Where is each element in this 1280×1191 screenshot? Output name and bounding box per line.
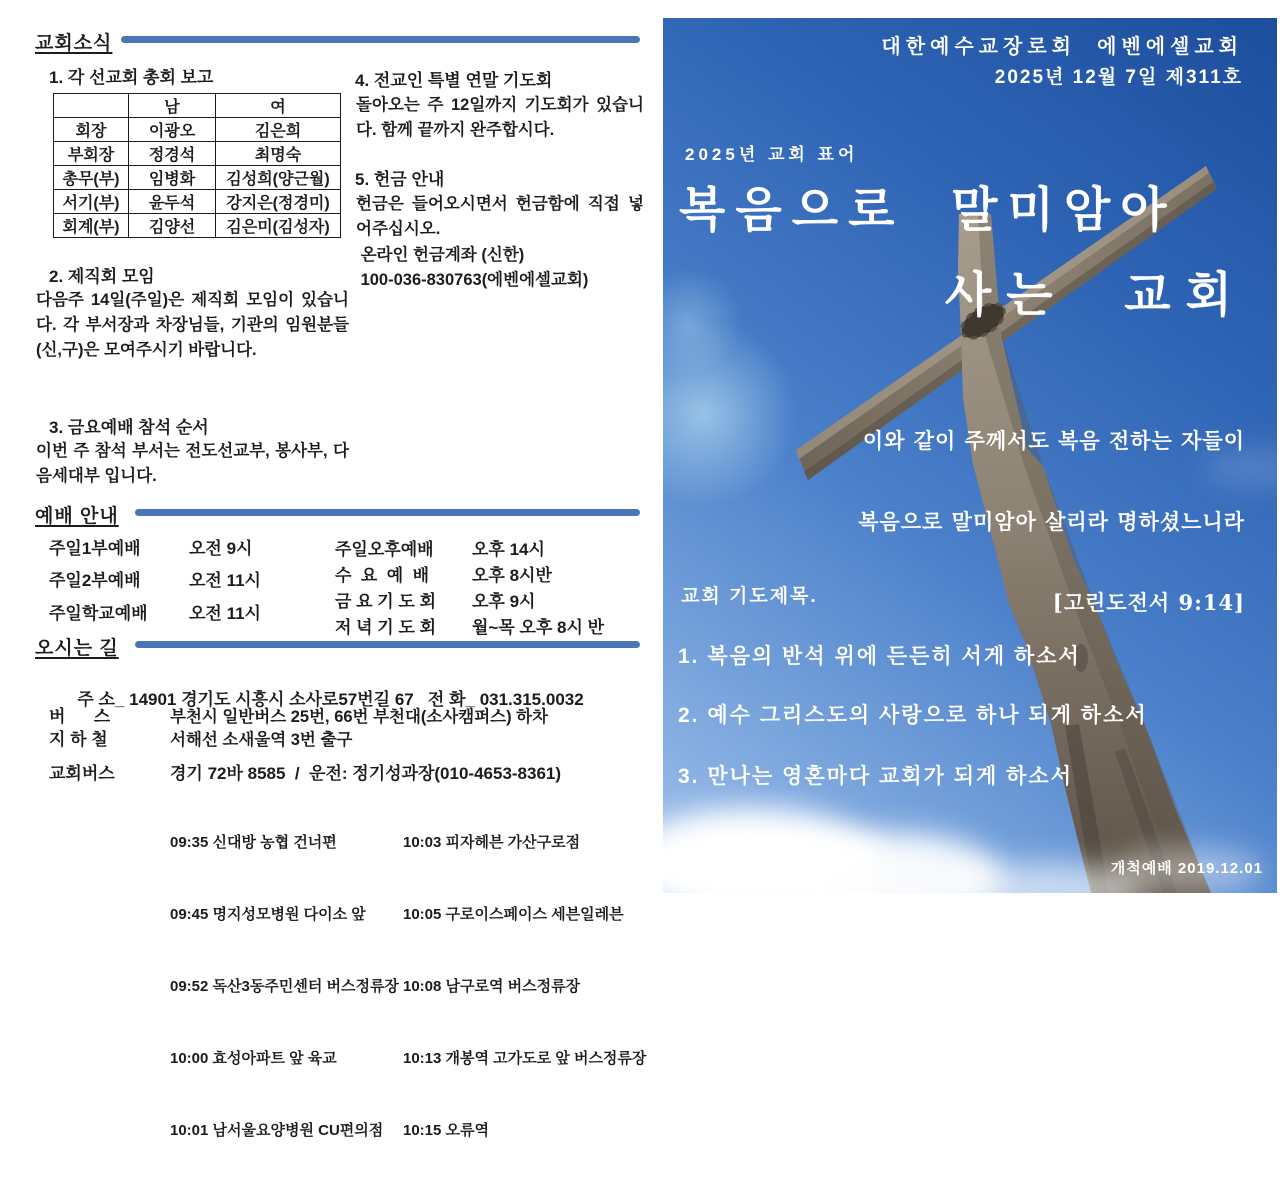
worship-time: 오후 9시 — [472, 592, 536, 611]
table-cell: 강지은(정경미) — [216, 190, 341, 214]
table-cell: 김양선 — [129, 214, 216, 238]
issue-number: 2025년 12월 7일 제311호 — [994, 67, 1243, 88]
church-name: 대한예수교장로회 에벤에셀교회 — [881, 36, 1243, 58]
worship-name: 주일학교예배 — [49, 604, 148, 623]
section5-title: 5. 헌금 안내 — [355, 170, 445, 189]
worship-name: 주일오후예배 — [335, 540, 434, 559]
worship-time: 오후 14시 — [472, 540, 545, 559]
offering-account-number: 100-036-830763(에벤에셀교회) — [356, 271, 589, 289]
bus-stop: 09:45 명지성모병원 다이소 앞 — [170, 906, 366, 923]
address-label: 주 소_ — [77, 690, 125, 709]
directions-heading: 오시는 길 — [35, 638, 119, 659]
phone-label: 전 화_ — [427, 690, 475, 709]
left-page — [35, 25, 647, 1139]
section5-body: 헌금은 들어오시면서 헌금함에 직접 넣어주십시오. — [356, 195, 644, 238]
churchbus-label: 교회버스 — [49, 764, 115, 783]
divider-line — [135, 641, 640, 648]
table-cell: 김은미(김성자) — [216, 214, 341, 238]
table-cell: 회장 — [54, 118, 129, 142]
section3-title: 3. 금요예배 참석 순서 — [49, 418, 209, 437]
phone-value: 031.315.0032 — [479, 690, 584, 709]
table-cell: 김성희(양근월) — [216, 166, 341, 190]
prayer-item: 2. 예수 그리스도의 사랑으로 하나 되게 하소서 — [678, 704, 1148, 727]
worship-name: 저 녁 기 도 회 — [335, 618, 437, 637]
prayer-item: 3. 만나는 영혼마다 교회가 되게 하소서 — [678, 765, 1073, 788]
worship-time: 오후 8시반 — [472, 566, 552, 585]
worship-row — [49, 566, 261, 591]
table-cell: 서기(부) — [54, 190, 129, 214]
table-header-blank — [54, 94, 129, 118]
bus-stop: 10:00 효성아파트 앞 육교 — [170, 1050, 337, 1067]
table-row — [54, 118, 341, 142]
bus-schedule-col2 — [403, 783, 646, 1191]
motto-line1: 복음으로 말미암아 — [679, 184, 1177, 237]
motto-label: 2025년 교회 표어 — [685, 145, 859, 164]
prayer-heading: 교회 기도제목. — [681, 586, 818, 607]
divider-line — [135, 509, 640, 516]
bus-stop: 10:05 구로이스페이스 세븐일레븐 — [403, 906, 624, 923]
worship-row — [49, 534, 252, 559]
bus-schedule-col1 — [170, 783, 399, 1191]
worship-name: 주일2부예배 — [49, 571, 141, 590]
section1-title: 1. 각 선교회 총회 보고 — [49, 68, 214, 87]
prayer-item: 1. 복음의 반석 위에 든든히 서게 하소서 — [678, 645, 1081, 668]
bus-stop: 09:52 독산3동주민센터 버스정류장 — [170, 978, 399, 995]
worship-name: 수 요 예 배 — [335, 566, 430, 585]
verse-line: 이와 같이 주께서도 복음 전하는 자들이 — [862, 428, 1245, 453]
bus-stop: 10:01 남서울요양병원 CU편의점 — [170, 1122, 384, 1139]
table-cell: 김은희 — [216, 118, 341, 142]
church-news-heading: 교회소식 — [35, 33, 113, 54]
section2-body: 다음주 14일(주일)은 제직회 모임이 있습니다. 각 부서장과 차장님들, 기관의 임원분들(신,구)은 모여주시기 바랍니다. — [36, 291, 349, 359]
bus-stop: 10:13 개봉역 고가도로 앞 버스정류장 — [403, 1050, 647, 1067]
worship-row — [335, 561, 552, 586]
section4-body: 돌아오는 주 12일까지 기도회가 있습니다. 함께 끝까지 완주합시다. — [356, 96, 644, 139]
table-cell: 회계(부) — [54, 214, 129, 238]
table-cell: 윤두석 — [129, 190, 216, 214]
table-row — [54, 190, 341, 214]
table-cell: 이광오 — [129, 118, 216, 142]
bus-stop: 10:15 오류역 — [403, 1122, 490, 1139]
worship-name: 주일1부예배 — [49, 539, 141, 558]
bible-verse — [858, 373, 1245, 670]
table-cell: 총무(부) — [54, 166, 129, 190]
verse-reference: [고린도전서 9:14] — [1052, 590, 1245, 615]
mission-report-table — [53, 93, 341, 238]
bus-value: 부천시 일반버스 25번, 66번 부천대(소사캠퍼스) 하차 — [170, 708, 549, 726]
table-row — [54, 94, 341, 118]
section4-title: 4. 전교인 특별 연말 기도회 — [355, 71, 553, 90]
section3-body: 이번 주 참석 부서는 전도선교부, 봉사부, 다음세대부 입니다. — [36, 442, 349, 485]
table-row — [54, 166, 341, 190]
table-cell: 임병화 — [129, 166, 216, 190]
table-header-female: 여 — [216, 94, 341, 118]
table-row — [54, 142, 341, 166]
bus-label: 버 스 — [49, 707, 111, 726]
motto-line2: 사는 교회 — [944, 269, 1247, 322]
subway-value: 서해선 소새울역 3번 출구 — [170, 731, 353, 749]
bus-stop: 10:03 피자헤븐 가산구로점 — [403, 834, 581, 851]
section2-title: 2. 제직회 모임 — [49, 267, 155, 286]
table-cell: 최명숙 — [216, 142, 341, 166]
subway-label: 지 하 철 — [49, 730, 108, 749]
cover-photo — [663, 18, 1277, 893]
worship-name: 금 요 기 도 회 — [335, 592, 437, 611]
table-cell: 부회장 — [54, 142, 129, 166]
verse-line: 복음으로 말미암아 살리라 명하셨느니라 — [858, 509, 1245, 534]
worship-row — [49, 599, 261, 624]
offering-account-bank: 온라인 헌금계좌 (신한) — [356, 246, 525, 264]
worship-heading: 예배 안내 — [35, 506, 119, 527]
divider-line — [121, 36, 640, 43]
bus-stop: 09:35 신대방 농협 건너편 — [170, 834, 337, 851]
table-row — [54, 214, 341, 238]
worship-time: 월~목 오후 8시 반 — [472, 618, 605, 637]
founding-date: 개척예배 2019.12.01 — [1110, 860, 1263, 877]
worship-time: 오전 9시 — [189, 539, 253, 558]
table-header-male: 남 — [129, 94, 216, 118]
worship-time: 오전 11시 — [189, 571, 261, 590]
worship-row — [335, 587, 535, 612]
table-cell: 정경석 — [129, 142, 216, 166]
churchbus-value: 경기 72바 8585 / 운전: 정기성과장(010-4653-8361) — [170, 764, 562, 783]
worship-row — [335, 613, 604, 638]
address-value: 14901 경기도 시흥시 소사로57번길 67 — [129, 690, 414, 709]
worship-row — [335, 535, 545, 560]
worship-time: 오전 11시 — [189, 604, 261, 623]
bus-stop: 10:08 남구로역 버스정류장 — [403, 978, 581, 995]
